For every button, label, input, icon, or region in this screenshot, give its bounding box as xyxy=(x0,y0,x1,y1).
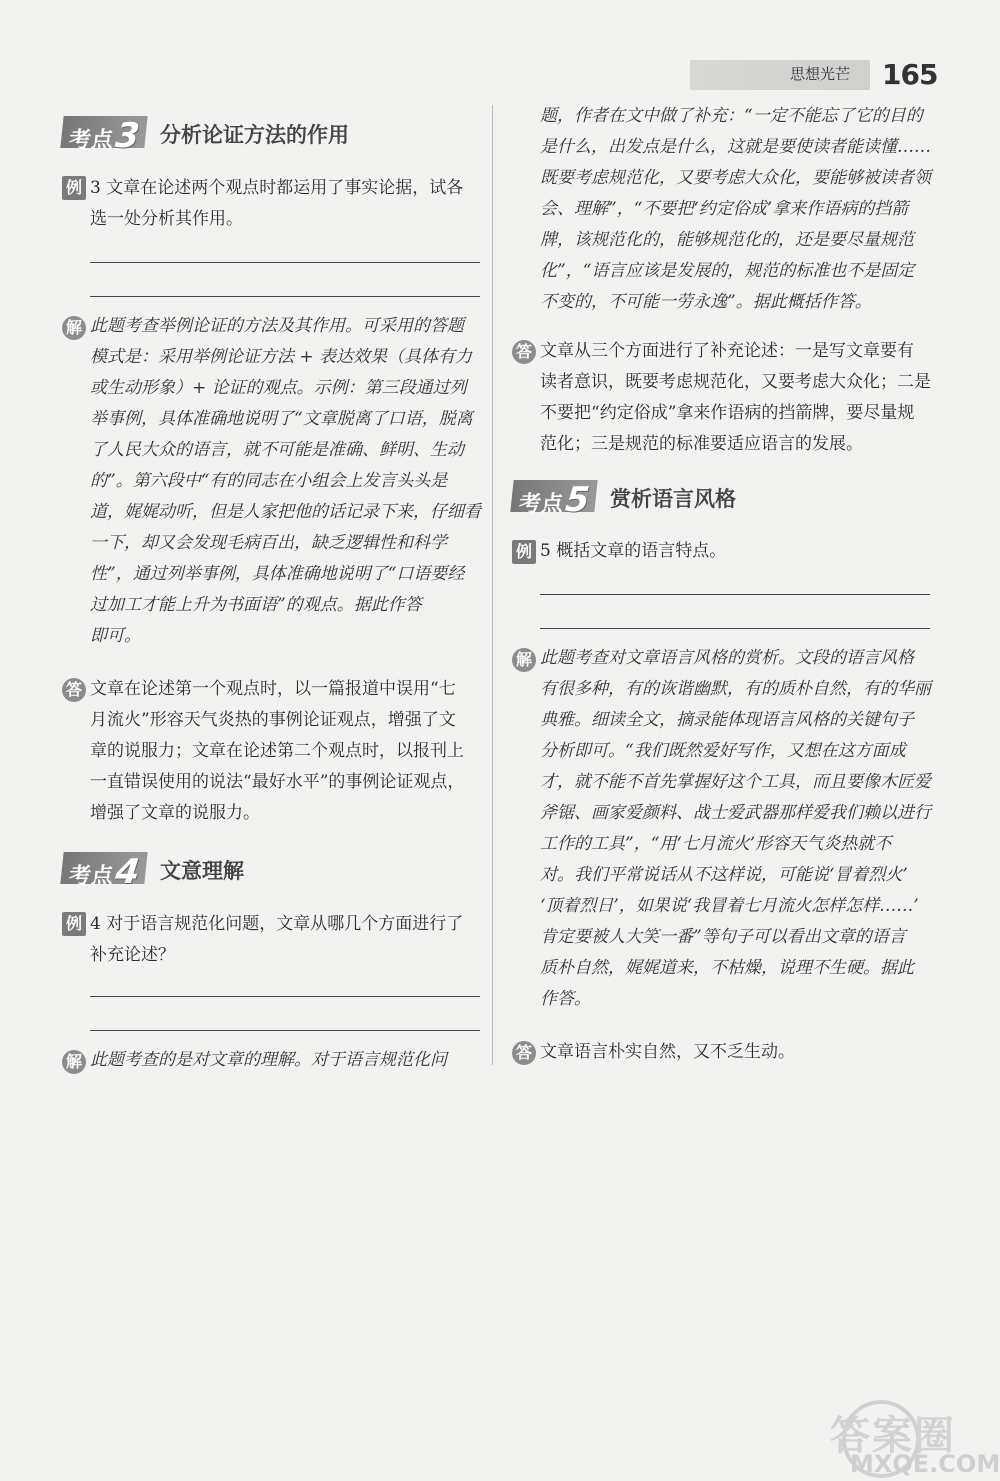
analysis-line: 即可。 xyxy=(90,626,141,646)
answer-line-text: 增强了文章的说服力。 xyxy=(90,803,260,823)
analysis-line: 会、理解”，“不要把‘约定俗成’拿来作语病的挡箭 xyxy=(540,199,909,219)
answer-line-text: 章的说服力；文章在论述第二个观点时，以报刊上 xyxy=(90,741,464,761)
analysis-line: 典雅。细读全文，摘录能体现语言风格的关键句子 xyxy=(540,710,914,730)
analysis-line: 是什么，出发点是什么，这就是要使读者能读懂…… xyxy=(540,137,931,157)
answer-line xyxy=(90,262,480,263)
section-3-badge xyxy=(60,116,147,156)
example-3-question-line-1: 3 文章在论述两个观点时都运用了事实论据，试各 xyxy=(90,178,464,198)
answer-5-marker: 答 xyxy=(512,1041,536,1065)
analysis-line: 过加工才能上升为书面语”的观点。据此作答 xyxy=(90,595,422,615)
example-4-question-line-1: 4 对于语言规范化问题，文章从哪几个方面进行了 xyxy=(90,914,464,934)
analysis-line: 有很多种，有的诙谐幽默，有的质朴自然，有的华丽 xyxy=(540,679,931,699)
analysis-3-text xyxy=(90,311,482,652)
analysis-line: 题，作者在文中做了补充：“一定不能忘了它的目的 xyxy=(540,106,923,126)
answer-line-text: 读者意识，既要考虑规范化，又要考虑大众化；二是 xyxy=(540,372,931,392)
section-4-header xyxy=(62,852,482,892)
analysis-line: 或生动形象）+ 论证的观点。示例：第三段通过列 xyxy=(90,378,467,398)
answer-3-marker: 答 xyxy=(62,678,86,702)
answer-5-text xyxy=(540,1037,932,1068)
analysis-line: 分析即可。“我们既然爱好写作，又想在这方面成 xyxy=(540,741,906,761)
watermark-url: MXQE.COM xyxy=(850,1450,1000,1478)
analysis-line: 一下，却又会发现毛病百出，缺乏逻辑性和科学 xyxy=(90,533,447,553)
example-5-question xyxy=(540,536,932,567)
analysis-line: 化”，“语言应该是发展的，规范的标准也不是固定 xyxy=(540,261,915,281)
answer-line-text: 不要把“约定俗成”拿来作语病的挡箭牌，要尽量规 xyxy=(540,403,915,423)
header-label: 思想光芒 xyxy=(790,65,851,83)
example-5-marker: 例 xyxy=(512,540,536,564)
section-5-badge-label: 考点 xyxy=(517,492,565,517)
page-number: 165 xyxy=(882,58,938,91)
answer-line-text: 一直错误使用的说法“最好水平”的事例论证观点， xyxy=(90,772,465,792)
answer-line-text: 范化；三是规范的标准要适应语言的发展。 xyxy=(540,434,863,454)
analysis-line: ‘顶着烈日’，如果说‘我冒着七月流火怎样怎样……’ xyxy=(540,896,919,916)
analysis-line: 举事例，具体准确地说明了“文章脱离了口语，脱离 xyxy=(90,409,473,429)
section-4-title: 文意理解 xyxy=(160,859,244,883)
section-4-badge xyxy=(60,852,147,892)
answer-line xyxy=(540,594,930,595)
section-3-header xyxy=(62,116,482,156)
answer-line-text: 月流火”形容天气炎热的事例论证观点，增强了文 xyxy=(90,710,456,730)
answer-line-text: 文章语言朴实自然，又不乏生动。 xyxy=(540,1042,795,1062)
analysis-line: 作答。 xyxy=(540,989,591,1009)
section-5-badge xyxy=(510,480,597,520)
example-3-marker: 例 xyxy=(62,176,86,200)
answer-3-text xyxy=(90,674,482,829)
example-4-marker: 例 xyxy=(62,912,86,936)
answer-line xyxy=(90,996,480,997)
section-5-header xyxy=(512,480,932,520)
section-3-title: 分析论证方法的作用 xyxy=(160,123,349,147)
analysis-line: 既要考虑规范化，又要考虑大众化，要能够被读者领 xyxy=(540,168,931,188)
analysis-line: 牌，该规范化的，能够规范化的，还是要尽量规范 xyxy=(540,230,914,250)
analysis-line: 肯定要被人大笑一番”等句子可以看出文章的语言 xyxy=(540,927,906,947)
section-5-number: 5 xyxy=(563,480,592,520)
section-4-badge-label: 考点 xyxy=(67,864,115,889)
analysis-line: 模式是：采用举例论证方法 + 表达效果（具体有力 xyxy=(90,347,473,367)
answer-4-text xyxy=(540,336,932,460)
analysis-line: 此题考查的是对文章的理解。对于语言规范化问 xyxy=(90,1050,447,1070)
analysis-5-marker: 解 xyxy=(512,648,536,672)
section-3-badge-label: 考点 xyxy=(67,128,115,153)
section-4-number: 4 xyxy=(113,852,142,892)
analysis-line: 的”。第六段中“有的同志在小组会上发言头头是 xyxy=(90,471,448,491)
answer-line xyxy=(90,296,480,297)
section-3-number: 3 xyxy=(113,116,142,156)
example-5-question-line-1: 5 概括文章的语言特点。 xyxy=(540,541,727,561)
analysis-line: 了人民大众的语言，就不可能是准确、鲜明、生动 xyxy=(90,440,464,460)
analysis-line: 质朴自然，娓娓道来，不枯燥，说理不生硬。据此 xyxy=(540,958,914,978)
analysis-line: 道，娓娓动听，但是人家把他的话记录下来，仔细看 xyxy=(90,502,481,522)
analysis-line: 性”，通过列举事例，具体准确地说明了“口语要经 xyxy=(90,564,465,584)
answer-line xyxy=(90,1030,480,1031)
analysis-line: 工作的工具”，“用‘七月流火’形容天气炎热就不 xyxy=(540,834,892,854)
analysis-line: 此题考查举例论证的方法及其作用。可采用的答题 xyxy=(90,316,464,336)
analysis-line: 才，就不能不首先掌握好这个工具，而且要像木匠爱 xyxy=(540,772,931,792)
analysis-line: 不变的，不可能一劳永逸”。据此概括作答。 xyxy=(540,292,872,312)
column-divider xyxy=(492,105,493,1065)
example-3-question xyxy=(90,173,482,235)
analysis-3-marker: 解 xyxy=(62,316,86,340)
analysis-line: 此题考查对文章语言风格的赏析。文段的语言风格 xyxy=(540,648,914,668)
answer-4-marker: 答 xyxy=(512,340,536,364)
answer-line-text: 文章从三个方面进行了补充论述：一是写文章要有 xyxy=(540,341,914,361)
example-3-question-line-2: 选一处分析其作用。 xyxy=(90,209,243,229)
analysis-4-text-right xyxy=(540,101,932,318)
analysis-line: 斧锯、画家爱颜料、战士爱武器那样爱我们赖以进行 xyxy=(540,803,931,823)
answer-line xyxy=(540,628,930,629)
answer-line-text: 文章在论述第一个观点时，以一篇报道中误用“七 xyxy=(90,679,456,699)
analysis-5-text xyxy=(540,643,932,1015)
section-5-title: 赏析语言风格 xyxy=(610,487,736,511)
analysis-4-marker: 解 xyxy=(62,1050,86,1074)
analysis-line: 对。我们平常说话从不这样说，可能说‘冒着烈火’ xyxy=(540,865,908,885)
analysis-4-text-left xyxy=(90,1045,482,1076)
example-4-question-line-2: 补充论述？ xyxy=(90,945,175,965)
watermark-text: 答案圈 xyxy=(830,1413,956,1459)
example-4-question xyxy=(90,909,482,971)
